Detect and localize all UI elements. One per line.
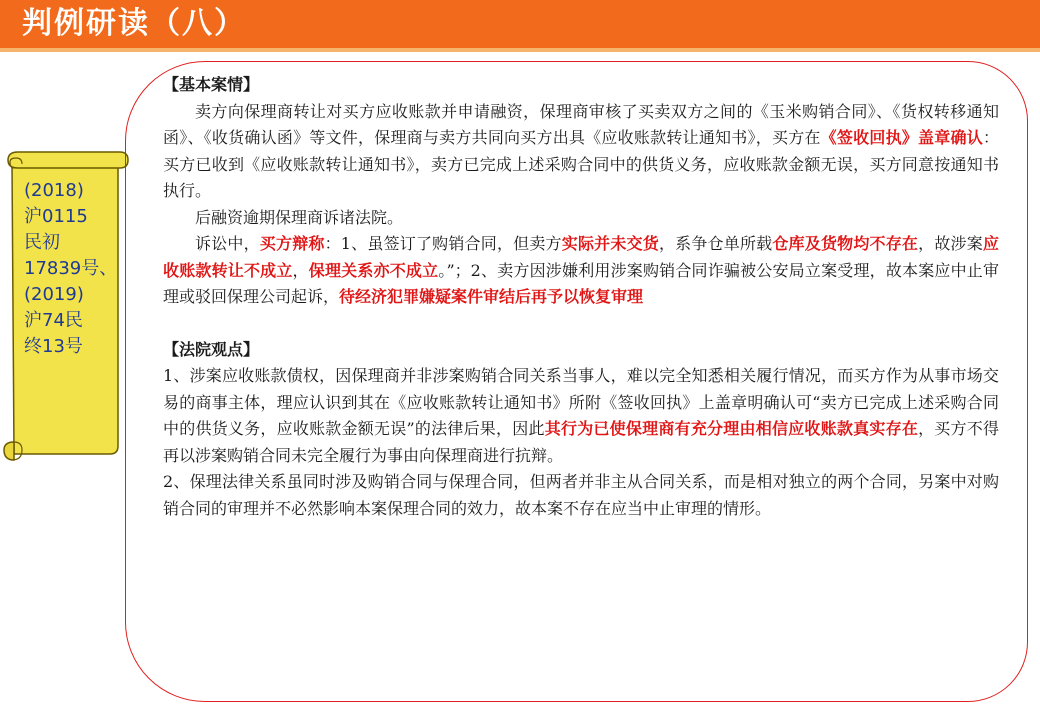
page-title: 判例研读（八） [22,6,246,41]
basic-facts-heading: 【基本案情】 [163,75,260,94]
text-segment: ：买方已收到《应收账款转让通知书》，卖方已完成上述采购合同中的供货义务，应收账款金额无误，买方同意按通知书执行。 [163,128,999,200]
text-segment: 1、涉案应收账款债权，因保理商并非涉案购销合同关系当事人，难以完全知悉相关履行情况，而买方作为从事市场交易的商事主体，理应认识到其在《应收账款转让通知书》所附《签收回执》上盖章明确认可“卖方已完成上述采购合同中的供货义务，应收账款金额无误”的法律后果，因此 [163,366,999,438]
highlight-text: 其行为已使保理商有充分理由相信应收账款真实存在 [544,419,919,438]
court-opinion-heading: 【法院观点】 [163,339,260,359]
text-segment: 。”；2、卖方因涉嫌利用涉案购销合同诈骗被公安局立案受理，故本案应中止审理或驳回保理公司起诉， [163,260,999,306]
text-segment: ， [292,260,309,280]
highlight-text: 《签收回执》盖章确认 [820,128,983,147]
highlight-text: 买方辩称 [259,234,325,253]
text-segment: ，故涉案 [918,234,983,253]
court-opinion-paragraph-2: 2、保理法律关系虽同时涉及购销合同与保理合同，但两者并非主从合同关系，而是相对独立的两个合同，另案中对购销合同的审理并不必然影响本案保理合同的效力，故本案不存在应当中止审理的情形。 [163,472,999,518]
text-segment: 诉讼中， [195,234,260,253]
text-segment: 卖方向保理商转让对买方应收账款并申请融资，保理商审核了买卖双方之间的《玉米购销合同》、《货权转移通知函》、《收货确认函》等文件，保理商与卖方共同向买方出具《应收账款转让通知书》，买方在 [163,101,999,147]
text-segment: ，买方不得再以涉案购销合同未完全履行为事由向保理商进行抗辩。 [163,419,999,465]
header-bar [0,0,1040,48]
text-segment: ，系争仓单所载 [658,234,773,253]
highlight-text: 实际并未交货 [561,234,659,253]
court-opinion-paragraph-1 [163,363,999,469]
highlight-text: 应收账款转让不成立 [163,234,999,280]
spacer [163,311,999,337]
highlight-text: 保理关系亦不成立 [308,260,439,280]
basic-facts-paragraph-1 [163,99,999,205]
case-number: (2018) 沪0115 民初 17839号、 (2019) 沪74民 终13号 [24,180,118,357]
highlight-text: 仓库及货物均不存在 [772,234,919,253]
basic-facts-paragraph-2: 后融资逾期保理商诉诸法院。 [195,207,404,227]
basic-facts-paragraph-3 [163,231,999,311]
text-segment: ：1、虽签订了购销合同，但卖方 [324,234,562,253]
header-divider [0,48,1040,52]
highlight-text: 待经济犯罪嫌疑案件审结后再予以恢复审理 [339,287,644,306]
case-content [163,72,999,522]
